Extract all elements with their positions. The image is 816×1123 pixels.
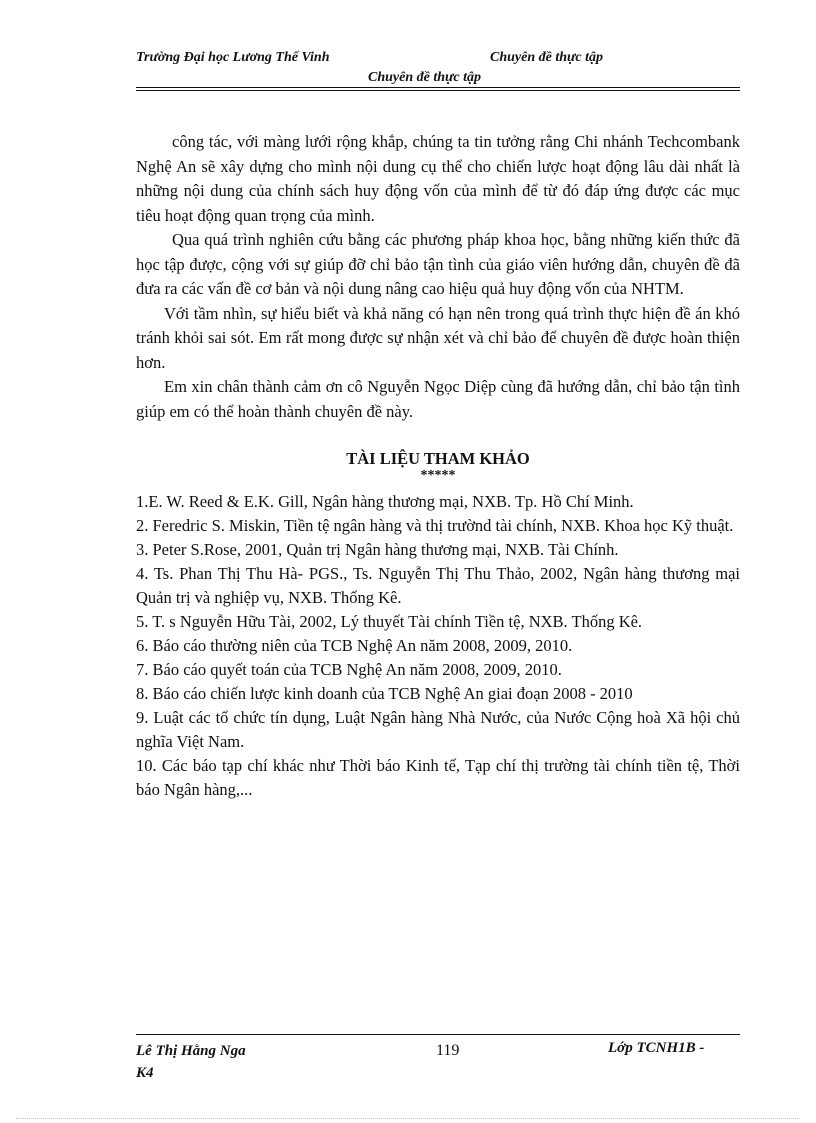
reference-item: 1.E. W. Reed & E.K. Gill, Ngân hàng thương mại, NXB. Tp. Hồ Chí Minh. [136, 492, 634, 511]
reference-item: 6. Báo cáo thường niên của TCB Nghệ An năm 2008, 2009, 2010. [136, 636, 573, 655]
footer-author: Lê Thị Hằng Nga [136, 1043, 246, 1059]
body-paragraph: Với tầm nhìn, sự hiểu biết và khả năng có hạn nên trong quá trình thực hiện đề án khó tránh khỏi sai sót. Em rất mong được sự nhận xét và chỉ bảo để chuyên đề được hoàn thiện hơn. [136, 303, 740, 372]
header-topic-right: Chuyên đề thực tập [490, 50, 604, 65]
references-stars: ***** [420, 468, 456, 483]
footer-class: Lớp TCNH1B - [608, 1040, 705, 1056]
body-paragraph: Em xin chân thành cảm ơn cô Nguyễn Ngọc Diệp cùng đã hướng dẫn, chỉ bảo tận tình giúp em có thể hoàn thành chuyên đề này. [136, 377, 740, 421]
header-rule-bottom [136, 90, 740, 91]
reference-item: 5. T. s Nguyễn Hữu Tài, 2002, Lý thuyết Tài chính Tiền tệ, NXB. Thống Kê. [136, 612, 643, 631]
references-title: TÀI LIỆU THAM KHẢO [346, 449, 530, 468]
reference-item: 9. Luật các tổ chức tín dụng, Luật Ngân hàng Nhà Nước, của Nước Cộng hoà Xã hội chủ nghĩa Việt Nam. [136, 708, 740, 751]
reference-item: 2. Feredric S. Miskin, Tiền tệ ngân hàng và thị trườnd tài chính, NXB. Khoa học Kỹ thuật. [136, 516, 734, 535]
references-list [136, 490, 740, 802]
reference-item: 10. Các báo tạp chí khác như Thời báo Kinh tế, Tạp chí thị trường tài chính tiền tệ, Thời báo Ngân hàng,... [136, 756, 740, 799]
reference-item: 4. Ts. Phan Thị Thu Hà- PGS., Ts. Nguyễn Thị Thu Thảo, 2002, Ngân hàng thương mại Quản trị và nghiệp vụ, NXB. Thống Kê. [136, 564, 740, 607]
reference-item: 7. Báo cáo quyết toán của TCB Nghệ An năm 2008, 2009, 2010. [136, 660, 562, 679]
footer-rule [136, 1034, 740, 1035]
reference-item: 8. Báo cáo chiến lược kinh doanh của TCB Nghệ An giai đoạn 2008 - 2010 [136, 684, 633, 703]
body-paragraph: Qua quá trình nghiên cứu bằng các phương pháp khoa học, bằng những kiến thức đã học tập được, cộng với sự giúp đỡ chỉ bảo tận tình của giáo viên hướng dẫn, chuyên đề đã đưa ra các vấn đề cơ bản và nội dung nâng cao hiệu quả huy động vốn của NHTM. [136, 230, 740, 298]
page-number: 119 [436, 1042, 460, 1059]
body-paragraph: công tác, với màng lưới rộng khắp, chúng ta tin tưởng rằng Chi nhánh Techcombank Nghệ An sẽ xây dựng cho mình nội dung cụ thể cho chiến lược hoạt động lâu dài nhất là những nội dung của chính sách huy động vốn của mình để từ đó đáp ứng được các mục tiêu hoạt động quan trọng của mình. [136, 132, 740, 225]
footer-author-block [136, 1040, 246, 1084]
page-edge-dotted-line [16, 1118, 800, 1119]
header-topic-center: Chuyên đề thực tập [368, 70, 482, 85]
reference-item: 3. Peter S.Rose, 2001, Quản trị Ngân hàng thương mại, NXB. Tài Chính. [136, 540, 619, 559]
header-school-name: Trường Đại học Lương Thế Vinh [136, 50, 330, 65]
header-rule-top [136, 87, 740, 88]
document-body [136, 130, 740, 802]
footer-cohort: K4 [136, 1065, 154, 1081]
